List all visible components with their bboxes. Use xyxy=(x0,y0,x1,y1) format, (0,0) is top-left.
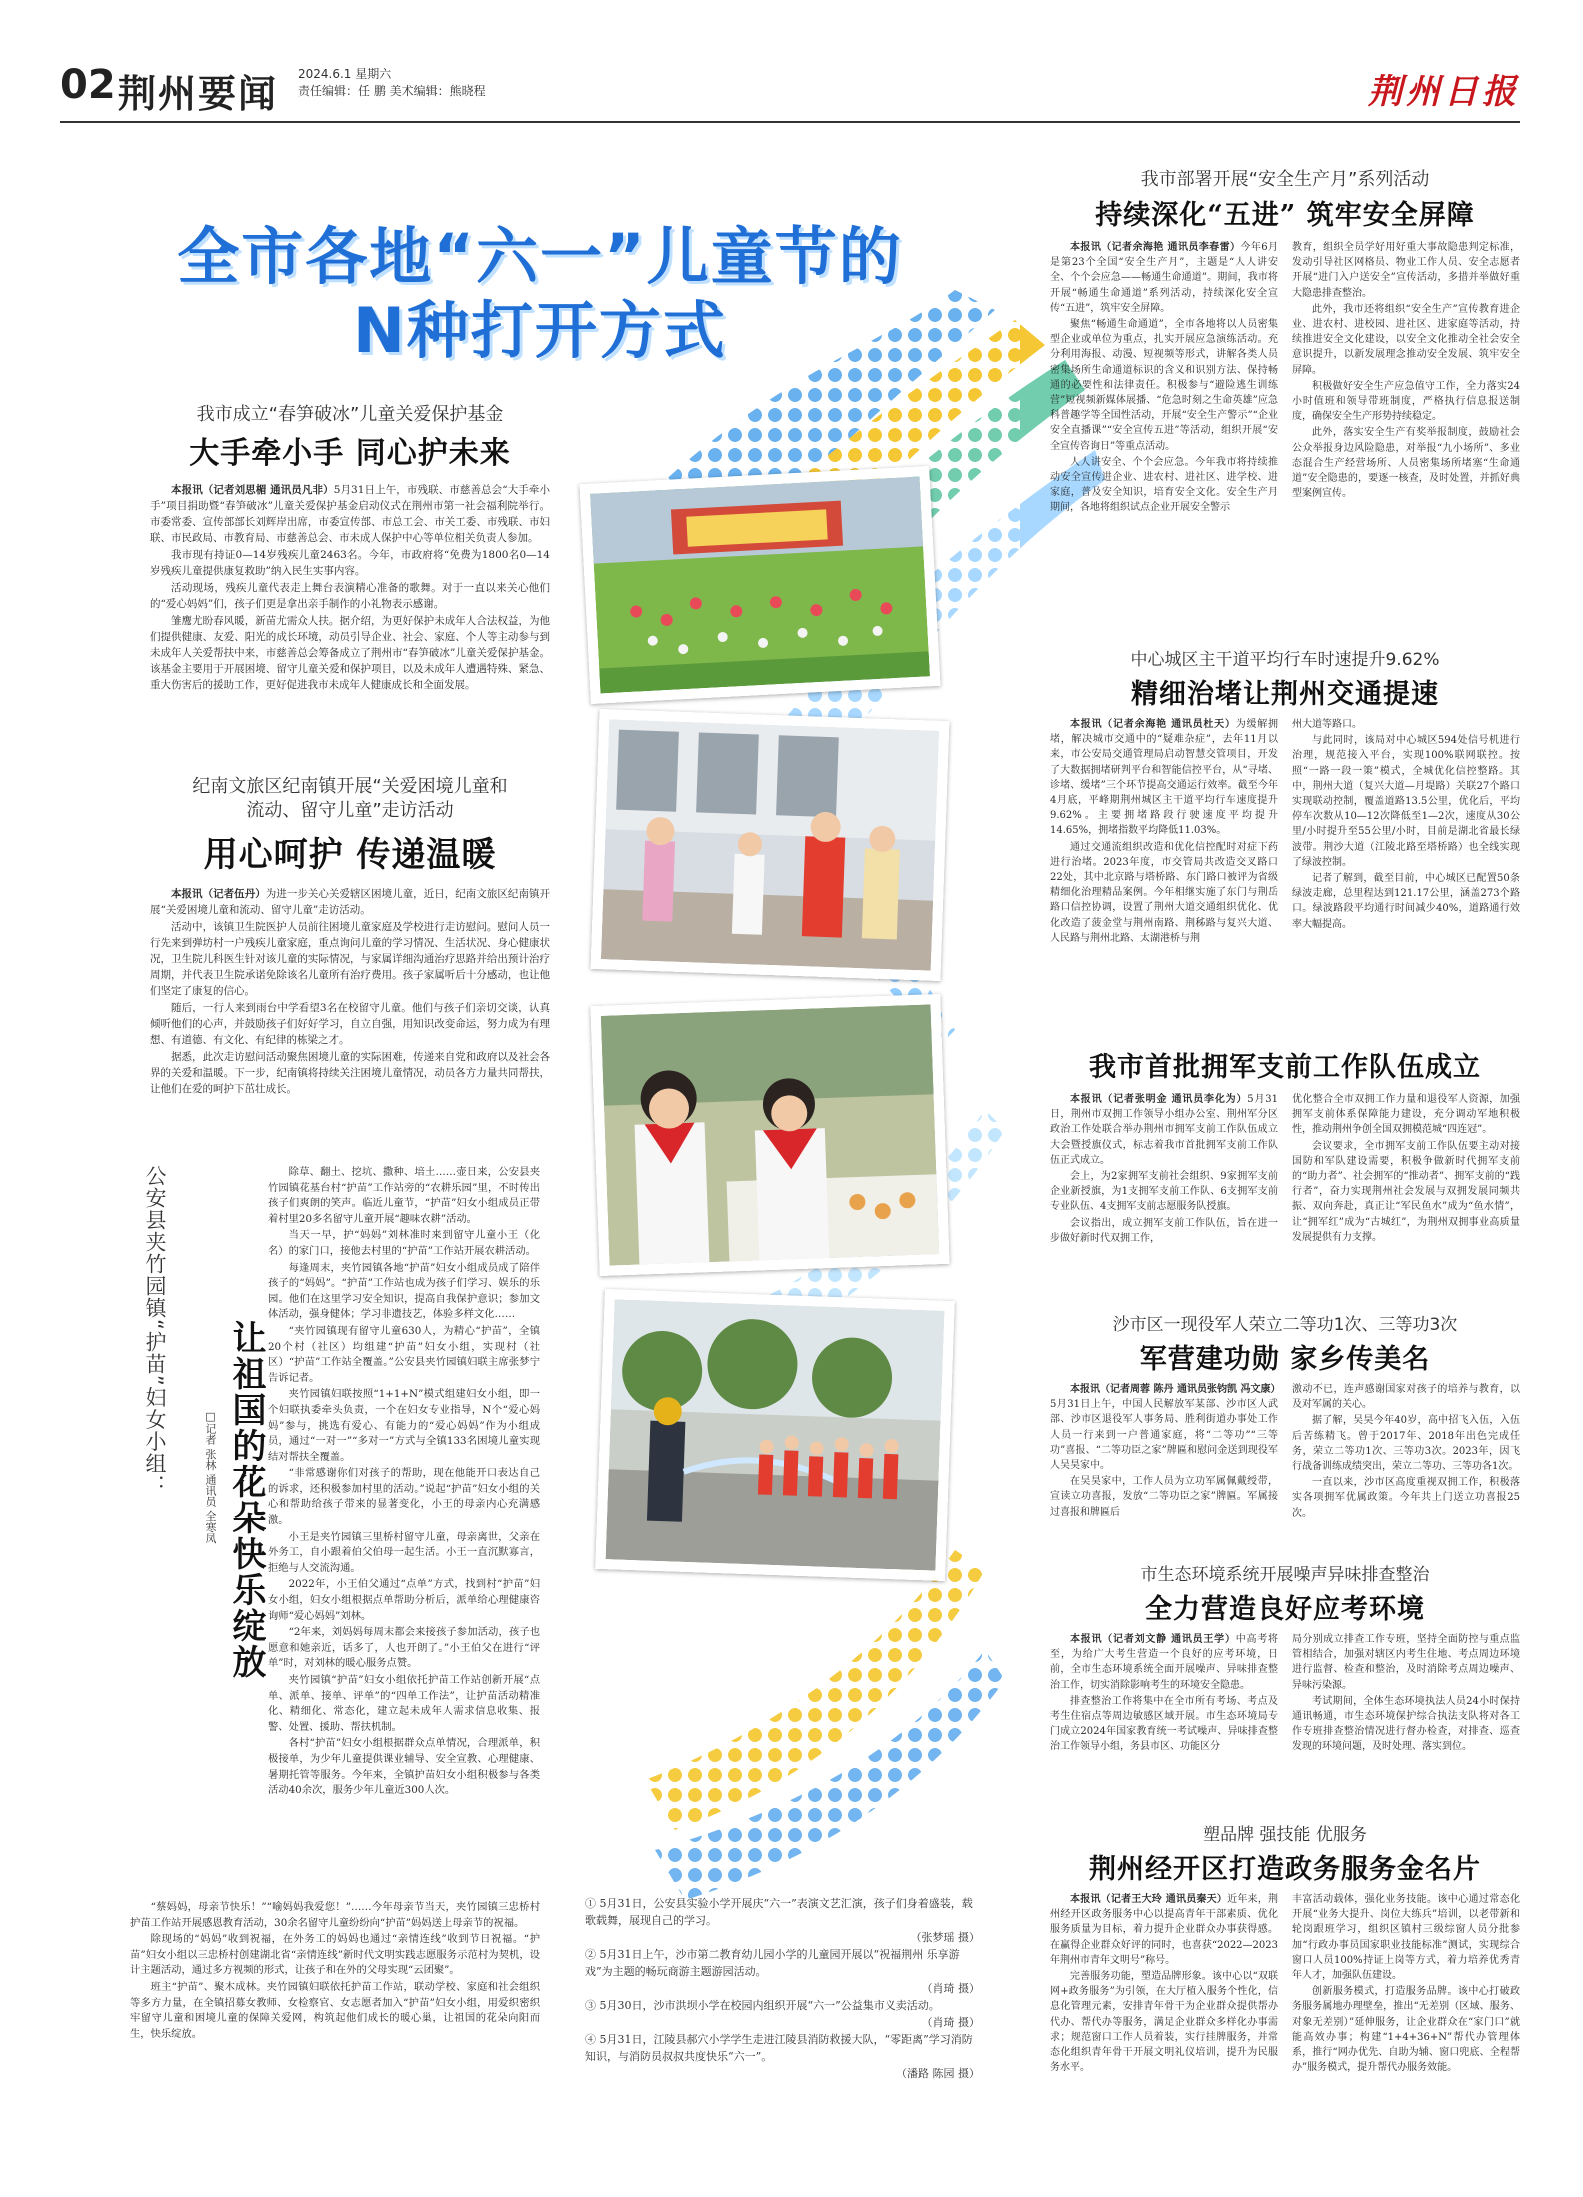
paragraph: 在吴昊家中，工作人员为立功军属佩戴绶带，宣读立功喜报，发放“二等功臣之家”牌匾。军属接过喜报和牌匾后 xyxy=(1050,1476,1278,1518)
article-title: 精细治堵让荆州交通提速 xyxy=(1131,679,1439,710)
feature-headline xyxy=(150,220,930,368)
caption-2-credit: （肖琦 摄） xyxy=(921,1982,980,1995)
paragraph: “夹竹园镇现有留守儿童630人，为精心“护苗”，全镇20个村（社区）均组建“护苗”妇女小组，实现村（社区）“护苗”工作站全覆盖。”公安县夹竹园镇妇联主席张梦宁告诉记者。 xyxy=(268,1324,540,1384)
photo-3-image xyxy=(601,1004,940,1265)
paragraph: 除草、翻土、挖坑、撒种、培土……壶日来，公安县夹竹园镇花基台村“护苗”工作站旁的“农耕乐园”里，不时传出孩子们爽朗的笑声。临近儿童节，“护苗”妇女小组成员正带着村里20多名留守儿童开展“趣味农耕”活动。 xyxy=(268,1166,540,1225)
issue-date: 2024.6.1 星期六 xyxy=(298,67,392,81)
newspaper-logo: 荆州日报 xyxy=(1368,72,1520,112)
article-lead: 本报讯（记者刘思楣 通讯员凡非） xyxy=(171,484,334,496)
caption-4-credit: （潘路 陈园 摄） xyxy=(896,2067,980,2080)
paragraph: 中高考将至，为给广大考生营造一个良好的应考环境，日前，全市生态环境系统全面开展噪声、异味排查整治工作，切实消除影响考生的环境安全隐患。 xyxy=(1050,1634,1279,1691)
article-columns xyxy=(1050,240,1520,516)
column-right xyxy=(1292,717,1520,946)
photo-2-image xyxy=(601,719,939,970)
caption-3-credit: （肖琦 摄） xyxy=(921,2016,980,2029)
article-lead: 本报讯（记者余海艳 通讯员杜天） xyxy=(1070,719,1236,730)
paragraph: 此外，落实安全生产有奖举报制度，鼓励社会公众举报身边风险隐患，对举报“九小场所”、多业态混合生产经营场所、人员密集场所堵塞“生命通道”安全隐患的，要逐一核查，及时处置，并抓好典型案例宣传。 xyxy=(1292,427,1520,500)
paragraph: 每逢周末，夹竹园镇各地“护苗”妇女小组成员成了陪伴孩子的“妈妈”。“护苗”工作站也成为孩子们学习、娱乐的乐园。他们在这里学习安全知识，提高自我保护意识；参加文体活动，强身健体；学习非遗技艺，体验多样文化…… xyxy=(268,1261,540,1321)
article-columns xyxy=(1050,717,1520,946)
paragraph: 近年来，荆州经开区政务服务中心以提高青年干部素质、优化服务质量为目标，着力提升企业群众办事获得感。在赢得企业群众好评的同时，也喜获“2022—2023年荆州市青年文明号”称号。 xyxy=(1050,1894,1278,1966)
headline-line-2: N种打开方式 xyxy=(353,294,727,367)
paragraph: 为进一步关心关爱辖区困境儿童，近日，纪南文旅区纪南镇开展“关爱困境儿童和流动、留守儿童”走访活动。 xyxy=(150,888,551,916)
paragraph: 积极做好安全生产应急值守工作，全力落实24小时值班和领导带班制度，严格执行信息报送制度，确保安全生产形势持续稳定。 xyxy=(1292,380,1520,423)
article-military-support xyxy=(1050,1045,1520,1246)
article-lead: 本报讯（记者余海艳 通讯员李春雷） xyxy=(1070,242,1241,253)
article-subtitle: 我市成立“春笋破冰”儿童关爱保护基金 xyxy=(196,404,504,425)
article-traffic xyxy=(1050,645,1520,946)
column-left xyxy=(1050,1632,1278,1755)
paragraph: 今年6月是第23个全国“安全生产月”，主题是“人人讲安全、个个会应急——畅通生命通道”。期间，我市将开展“畅通生命通道”系列活动，持续深化安全宣传“五进”，筑牢安全屏障。 xyxy=(1050,242,1278,314)
article-title: 全力营造良好应考环境 xyxy=(1145,1594,1425,1625)
column-left xyxy=(1050,1892,1278,2075)
paragraph: 与此同时，该局对中心城区594处信号机进行治理，规范接入平台，实现100%联网联控。按照“一路一段一策”模式，全城优化信控整路。其中，荆州大道（复兴大道—月堤路）关联27个路口实现联动控制，覆盖道路13.5公里，优化后，平均停车次数从10—12次降低至1—2次，速度从30公里/小时提升至55公里/小时，目前是湖北省最长绿波带。荆沙大道（江陵北路至塔桥路）也全线实现了绿波控制。 xyxy=(1292,735,1520,868)
page-meta xyxy=(298,66,658,100)
paragraph: 5月31日上午，中国人民解放军某部、沙市区人武部、沙市区退役军人事务局、胜利街道办事处工作人员一行来到一户普通家庭，将“二等功”“三等功”喜报、“二等功臣之家”牌匾和慰问金送到现役军人吴昊家中。 xyxy=(1050,1399,1278,1472)
photo-4-image xyxy=(606,1299,945,1570)
paragraph: 一直以来，沙市区高度重视双拥工作，积极落实各项拥军优属政策。今年共上门送立功喜报25次。 xyxy=(1292,1477,1520,1519)
column-right xyxy=(1292,1382,1520,1521)
article3-body-upper xyxy=(268,1165,540,1799)
photo-captions xyxy=(585,1895,980,2082)
paragraph: 雏鹰尤盼春风暖，新苗尤需众人扶。据介绍，为更好保护未成年人合法权益，为他们提供健康、友爱、阳光的成长环境，动员引导企业、社会、家庭、个人等主动参与到未成年人关爱帮扶中来，市慈善总会筹备成立了荆州市“春笋破冰”儿童关爱保护基金。该基金主要用于开展困境、留守儿童关爱和保护项目，以及未成年人遭遇特殊、紧急、重大伤害后的援助工作，更好促进我市未成年人健康成长和全面发展。 xyxy=(150,615,550,691)
paragraph: 州大道等路口。 xyxy=(1292,719,1362,730)
article-lead: 本报讯（记者刘文静 通讯员王学） xyxy=(1070,1634,1236,1645)
subtitle-line: 纪南文旅区纪南镇开展“关爱困境儿童和 xyxy=(192,776,508,797)
column-left xyxy=(1050,717,1278,946)
photo-3-charity-market xyxy=(590,994,949,1276)
paragraph: 5月31日上午，市残联、市慈善总会“大手牵小手”项目捐助暨“春笋破冰”儿童关爱保护基金启动仪式在荆州市第一社会福利院举行。市委常委、宣传部部长刘辉岸出席，市委宣传部、市总工会、市关工委、市残联、市妇联、市民政局、市教育局、市慈善总会、市未成人保护中心等单位相关负责人参加。 xyxy=(150,484,550,544)
article-soldier-merit xyxy=(1050,1310,1520,1521)
photo-1-image xyxy=(590,477,930,694)
paragraph: 通过交通流组织改造和优化信控配时对症下药进行治堵。2023年度，市交管局共改造交叉路口22处，其中北京路与塔桥路、东门路口被评为省级精细化治理精品案例。今年相继实施了东门与荆岳路口信控协调，设置了荆州大道交通组织优化、优化改造了菠金堂与荆州南路、荆秭路与复兴大道、人民路与荆州北路、太湖港桥与荆 xyxy=(1050,841,1278,944)
paragraph: 人人讲安全、个个会应急。今年我市将持续推动安全宣传进企业、进农村、进社区、进学校、进家庭，普及安全知识，培育安全文化。安全生产月期间，各地将组织试点企业开展安全警示 xyxy=(1050,456,1278,514)
paragraph: 活动现场，残疾儿童代表走上舞台表演精心准备的歌舞。对于一直以来关心他们的“爱心妈妈”们，孩子们更是拿出亲手制作的小礼物表示感谢。 xyxy=(150,582,550,610)
caption-3: ③ 5月30日，沙市洪坝小学在校园内组织开展“六一”公益集市义卖活动。 xyxy=(585,1999,940,2012)
photo-4-fire-station xyxy=(595,1289,955,1581)
article-lead: 本报讯（记者周蓉 陈丹 通讯员张钧凯 冯文康） xyxy=(1070,1384,1281,1395)
paragraph: 5月31日，荆州市双拥工作领导小组办公室、荆州军分区政治工作处联合举办荆州市拥军支前工作队伍成立大会暨授旗仪式，标志着我市首批拥军支前工作队伍正式成立。 xyxy=(1050,1094,1278,1166)
article3-title-vertical: 让祖国的花朵快乐绽放 xyxy=(226,1320,266,1680)
paragraph: 据悉，此次走访慰问活动聚焦困境儿童的实际困难，传递来自党和政府以及社会各界的关爱和温暖。下一步，纪南镇将持续关注困境儿童情况，动员各方力量共同帮扶，让他们在爱的呵护下茁壮成长。 xyxy=(150,1051,550,1095)
paragraph: 局分别成立排查工作专班，坚持全面防控与重点监管相结合，加强对辖区内考生住地、考点周边环境进行监督、检查和整治，及时消除考点周边噪声、异味污染源。 xyxy=(1292,1634,1520,1691)
paragraph: “非常感谢你们对孩子的帮助，现在他能开口表达自己的诉求，还积极参加村里的活动。”说起“护苗”妇女小组的关心和帮助给孩子带来的显著变化，小王的母亲内心充满感激。 xyxy=(268,1467,540,1527)
paragraph: 为缓解拥堵，解决城市交通中的“疑难杂症”，去年11月以来，市公安局交通管理局启动智慧交管项目，开发了大数据拥堵研判平台和智能信控平台，从“寻堵、诊堵、缓堵”三个环节提高交通运行效率。截至今年4月底，平峰期荆州城区主干道平均行车速度提升9.62%。主要拥堵路段行驶速度平均提升14.65%，拥堵指数平均降低11.03%。 xyxy=(1050,719,1279,837)
paragraph: 随后，一行人来到雨台中学看望3名在校留守儿童。他们与孩子们亲切交谈，认真倾听他们的心声，并鼓励孩子们好好学习，自立自强，用知识改变命运，努力成为有理想、有道德、有文化、有纪律的栋梁之才。 xyxy=(150,1002,550,1046)
article-subtitle: 我市部署开展“安全生产月”系列活动 xyxy=(1140,169,1430,190)
paragraph: 此外，我市还将组织“安全生产”宣传教育进企业、进农村、进校园、进社区、进家庭等活动，持续推进安全文化建设，以安全文化推动全社会安全意识提升，以新发展理念推动安全发展、筑牢安全屏障。 xyxy=(1292,303,1520,376)
article-government-service xyxy=(1050,1820,1520,2075)
article-child-protection-fund xyxy=(150,400,550,693)
paragraph: 小王是夹竹园镇三里桥村留守儿童，母亲离世，父亲在外务工，自小跟着伯父伯母一起生活。小王一直沉默寡言，拒绝与人交流沟通。 xyxy=(268,1530,540,1574)
column-right xyxy=(1292,1092,1520,1246)
paragraph: 考试期间，全体生态环境执法人员24小时保持通讯畅通，市生态环境保护综合执法支队将对各工作专班排查整治情况进行督办检查，对排查、巡查发现的环境问题，及时处理、落实到位。 xyxy=(1292,1695,1520,1753)
caption-1-credit: （张梦瑶 摄） xyxy=(910,1931,980,1944)
article-title: 持续深化“五进” 筑牢安全屏障 xyxy=(1095,200,1475,231)
paragraph: 完善服务功能，塑造品牌形象。该中心以“双联网+政务服务”为引领，在大厅植入服务个性化，信息化管理元素，安排青年骨干为企业群众提供帮办代办、帮代办等服务，满足企业群众多样化办事需求；规范窗口工作人员着装，实行挂牌服务，并常态化组织青年骨干开展文明礼仪培训，提升为民服务水平。 xyxy=(1050,1971,1278,2074)
article-care-visit xyxy=(150,775,550,1097)
paragraph: 夹竹园镇妇联按照“1+1+N”模式组建妇女小组，即一个妇联执委牵头负责，一个在妇女专业指导，N个“爱心妈妈”参与，挑选有爱心、有能力的“爱心妈妈”作为小组成员，通过“一对一”“多对一”方式与全镇133名困境儿童实现结对帮扶全覆盖。 xyxy=(268,1388,540,1463)
page-header xyxy=(60,60,1520,120)
column-left xyxy=(1050,1092,1278,1246)
paragraph: 排查整治工作将集中在全市所有考场、考点及考生住宿点等周边敏感区域开展。市生态环境局专门成立2024年国家教育统一考试噪声、异味排查整治工作领导小组，务县市区、功能区分 xyxy=(1050,1695,1278,1753)
article-safety-month xyxy=(1050,165,1520,516)
article3-body-lower xyxy=(130,1900,540,2042)
photo-1-performance xyxy=(579,466,940,704)
article-subtitle: 市生态环境系统开展噪声异味排查整治 xyxy=(1140,1565,1430,1585)
subtitle-line: 流动、留守儿童”走访活动 xyxy=(246,800,454,821)
caption-4: ④ 5月31日，江陵县郝穴小学学生走进江陵县消防救援大队，“零距离”学习消防知识，与消防员叔叔共度快乐“六一”。 xyxy=(585,2033,973,2063)
paragraph: 记者了解到，截至目前，中心城区已配置50条绿波走廊，总里程达到121.17公里，涵盖273个路口。绿波路段平均通行时间减少40%，道路通行效率大幅提高。 xyxy=(1292,873,1520,930)
article-columns xyxy=(1050,1092,1520,1246)
paragraph: “蔡妈妈，母亲节快乐！”“喻妈妈我爱您！”……今年母亲节当天，夹竹园镇三忠桥村护苗工作站开展感恩教育活动，30余名留守儿童纷纷向“护苗”妈妈送上母亲节的祝福。 xyxy=(130,1901,540,1929)
article-subtitle: 沙市区一现役军人荣立二等功1次、三等功3次 xyxy=(1112,1315,1458,1335)
paragraph: 2022年，小王伯父通过“点单”方式，找到村“护苗”妇女小组，妇女小组根据点单帮助分析后，派单给心理健康咨询师“爱心妈妈”刘林。 xyxy=(268,1578,540,1622)
paragraph: 优化整合全市双拥工作力量和退役军人资源，加强拥军支前体系保障能力建设，充分调动军地积极性，推动荆州争创全国双拥模范城“四连冠”。 xyxy=(1292,1094,1520,1136)
article-columns xyxy=(1050,1632,1520,1755)
section-title: 荆州要闻 xyxy=(118,72,279,116)
article-subtitle: 塑品牌 强技能 优服务 xyxy=(1203,1825,1367,1845)
column-right xyxy=(1292,1632,1520,1755)
editor-credits: 责任编辑：任 鹏 美术编辑：熊晓程 xyxy=(298,84,486,98)
paragraph: 夹竹园镇“护苗”妇女小组依托护苗工作站创新开展“点单、派单、接单、评单”的“四单工作法”，让护苗活动精准化、精细化、常态化，建立起未成年人需求信息收集、报警、处置、援助、帮扶机制。 xyxy=(268,1674,540,1733)
headline-line-1: 全市各地“六一”儿童节的 xyxy=(177,220,903,293)
paragraph: 会议指出，成立拥军支前工作队伍，旨在进一步做好新时代双拥工作， xyxy=(1050,1217,1278,1244)
paragraph: 创新服务模式，打造服务品牌。该中心打破政务服务属地办理壁垒，推出“无差别（区域、服务、对象无差别）”延伸服务，让企业群众在“家门口”就能高效办事；构建“1+4+36+N”帮代办管理体系，推行“网办优先、自助为辅、窗口兜底、全程帮办”服务模式，提升帮代办服务效能。 xyxy=(1292,1986,1520,2074)
caption-2: ② 5月31日上午，沙市第二教育幼儿园小学的儿童园开展以“祝福荆州 乐享游戏”为主题的畅玩商游主题游园活动。 xyxy=(585,1948,960,1978)
page-number: 02 xyxy=(60,62,116,108)
article-title: 大手牵小手 同心护未来 xyxy=(189,436,511,471)
column-left xyxy=(1050,1382,1281,1521)
column-right xyxy=(1292,240,1520,516)
article-title: 我市首批拥军支前工作队伍成立 xyxy=(1089,1052,1481,1083)
article-title: 用心呵护 传递温暖 xyxy=(203,835,497,875)
paragraph: 会议要求，全市拥军支前工作队伍要主动对接国防和军队建设需要，积极争做新时代拥军支前的“助力者”、社会拥军的“推动者”、拥军支前的“践行者”，奋力实现荆州社会发展与双拥发展同频共振、双向奔赴，真正让“军民鱼水”成为“鱼水情”，让“拥军红”成为“古城红”，为荆州双拥事业高质量发展提供有力支撑。 xyxy=(1292,1140,1520,1243)
paragraph: 会上，为2家拥军支前社会组织、9家拥军支前企业新授旗，为1支拥军支前工作队、6支拥军支前专业队伍、4支拥军支前志愿服务队授旗。 xyxy=(1050,1171,1278,1213)
paragraph: “2年来，刘妈妈每周末都会来接孩子参加活动，孩子也愿意和她亲近，话多了，人也开朗了。”小王伯父在进行“评单”时，对刘林的暖心服务点赞。 xyxy=(268,1626,540,1670)
article-lead: 本报讯（记者王大玲 通讯员秦天） xyxy=(1070,1894,1228,1905)
article-subtitle: 中心城区主干道平均行车时速提升9.62% xyxy=(1130,650,1440,670)
paragraph: 激动不已，连声感谢国家对孩子的培养与教育，以及对军属的关心。 xyxy=(1292,1384,1520,1411)
article-columns xyxy=(1050,1382,1520,1521)
caption-1: ① 5月31日，公安县实验小学开展庆“六一”表演文艺汇演，孩子们身着盛装，载歌载舞，展现自己的学习。 xyxy=(585,1897,973,1927)
article-title: 荆州经开区打造政务服务金名片 xyxy=(1089,1854,1481,1885)
paragraph: 当天一早，护“妈妈”刘林准时来到留守儿童小王（化名）的家门口，接他去村里的“护苗”工作站开展农耕活动。 xyxy=(268,1229,540,1257)
article-lead: 本报讯（记者张明金 通讯员李化为） xyxy=(1070,1094,1248,1105)
paragraph: 各村“护苗”妇女小组根据群众点单情况，合理派单，积极接单，为少年儿童提供课业辅导、安全宣教、心理健康、暑期托管等服务。今年来，全镇护苗妇女小组积极参与各类活动40余次，服务少年儿童近300人次。 xyxy=(268,1737,540,1797)
paragraph: 除现场的“妈妈”收到祝福，在外务工的妈妈也通过“亲情连线”收到节日祝福。“护苗”妇女小组以三忠桥村创建湖北省“亲情连线”新时代文明实践志愿服务示范村为契机，设计主题活动，通过多方视频的形式，让孩子和在外的父母实现“云团聚”。 xyxy=(130,1933,540,1977)
paragraph: 教育，组织全员学好用好重大事故隐患判定标准，发动引导社区网格员、物业工作人员、安全志愿者开展“进门入户送安全”宣传活动，多措并举做好重大隐患排查整治。 xyxy=(1292,242,1520,299)
column-right xyxy=(1292,1892,1520,2075)
article3-subtitle-vertical: 公安县夹竹园镇“护苗”妇女小组： xyxy=(143,1165,167,1497)
paragraph: 据了解，吴昊今年40岁，高中招飞入伍，入伍后苦练精飞。曾于2017年、2018年出色完成任务，荣立二等功1次、三等功3次。2023年，因飞行战备训练成绩突出，荣立二等功、三等功各1次。 xyxy=(1292,1415,1520,1473)
paragraph: 班主“护苗”、聚木成林。夹竹园镇妇联依托护苗工作站，联动学校、家庭和社会组织等多方力量，在全镇招募女教师、女检察官、女志愿者加入“护苗”妇女小组，用爱织密织牢留守儿童和困境儿童的保障关爱网，构筑起他们成长的暖心巢，让祖国的花朵向阳而生，快乐绽放。 xyxy=(130,1980,540,2040)
article-exam-environment xyxy=(1050,1560,1520,1755)
article-lead: 本报讯（记者伍丹） xyxy=(171,888,266,900)
paragraph: 丰富活动载体，强化业务技能。该中心通过常态化开展“业务大提升、岗位大练兵”培训，以老带新和轮岗跟班学习，组织区镇村三级综窗人员分批参加“行政办事员国家职业技能标准”测试，实现综合窗口人员100%持证上岗等方式，着力培养优秀青年人才，加强队伍建设。 xyxy=(1292,1894,1520,1982)
header-divider xyxy=(60,121,1520,123)
article-body xyxy=(150,886,550,1097)
paragraph: 聚焦“畅通生命通道”，全市各地将以人员密集型企业或单位为重点，扎实开展应急演练活动。充分利用海报、动漫、短视频等形式，讲解各类人员密集场所生命通道标识的含义和识别方法、保持畅通的必要性和法律责任。积极参与“避险逃生训练营”短视频新媒体展播、“危急时刻之生命英雄”应急科普趣学等全国性活动，开展“安全生产警示”“企业安全直播课”“安全宣传五进”等活动，组织开展“安全宣传咨询日”等重点活动。 xyxy=(1050,319,1278,452)
article-columns xyxy=(1050,1892,1520,2075)
article-title: 军营建功勋 家乡传美名 xyxy=(1139,1344,1431,1375)
photo-2-kindergarten xyxy=(591,709,950,981)
column-left xyxy=(1050,240,1278,516)
article-subtitle xyxy=(150,775,550,823)
paragraph: 活动中，该镇卫生院医护人员前往困境儿童家庭及学校进行走访慰问。慰问人员一行先来到弹坊村一户残疾儿童家庭，重点询问儿童的学习情况、生活状况、身心健康状况，卫生院儿科医生针对该儿童的实际情况，与家属详细沟通治疗思路并给出预计治疗周期，并代表卫生院承诺免除该名儿童所有治疗费用。孩子家属听后十分感动，也让他们坚定了康复的信心。 xyxy=(150,921,550,997)
article-body xyxy=(150,482,550,693)
article3-byline-vertical: □记者 张林 通讯员 全寒凤 xyxy=(204,1410,217,1544)
paragraph: 我市现有持证0—14岁残疾儿童2463名。今年，市政府将“免费为1800名0—14岁残疾儿童提供康复救助”纳入民生实事内容。 xyxy=(150,549,550,577)
